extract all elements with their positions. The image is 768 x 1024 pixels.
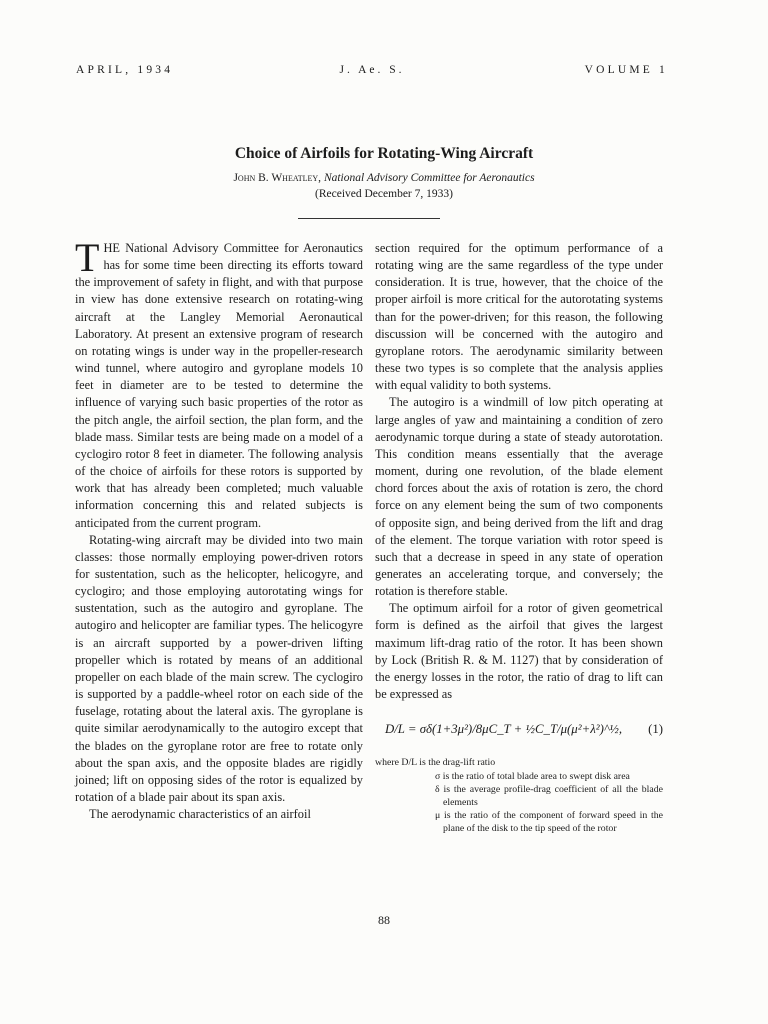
paragraph-2: Rotating-wing aircraft may be divided into two main classes: those normally employing power-driven rotors for sustentation, such as the helicopter, helicogyre, and cyclogiro; and those employing autorotating wings for sustentation, such as the autogiro and gyroplane. The autogiro and helicopter are familiar types. The helicogyre is an aircraft supported by a power-driven lifting propeller which is rotated by means of an additional propeller on each blade of the main screw. The cyclogiro is supported by a paddle-wheel rotor on each side of the fuselage, rotating about the lateral axis. The gyroplane is quite similar aerodynamically to the autogiro except that the blades on the gyroplane rotor are free to rotate only about the span axis, and the opposite blades are rigidly joined; lift on opposing sides of the rotor is equalized by rotation of a blade pair about its span axis. xyxy=(75,532,363,804)
paragraph-1 xyxy=(75,235,363,532)
equation-number: (1) xyxy=(648,722,663,737)
paragraph-5: The autogiro is a windmill of low pitch operating at large angles of yaw and maintaining a condition of zero aerodynamic torque during a state of steady autorotation. This condition means essentially that the average moment, during one revolution, of the blade element chord forces about the axis of rotation is zero, the chord force on any element being the sum of two components of opposite sign, and being derived from the lift and drag of the element. The torque variation with rotor speed is such that a decrease in speed in any state of operation generates an accelerating torque, and conversely; the rotation is therefore stable. xyxy=(375,395,663,599)
drop-cap: T xyxy=(75,235,100,280)
header-volume: VOLUME 1 xyxy=(584,64,668,76)
paragraph-3: The aerodynamic characteristics of an airfoil xyxy=(89,807,311,822)
equation-body: D/L = σδ(1+3μ²)/8μC_T + ½C_T/μ(μ²+λ²)^½, xyxy=(385,722,623,737)
paragraph-6: The optimum airfoil for a rotor of given geometrical form is defined as the airfoil that gives the largest maximum lift-drag ratio of the rotor. It has been shown by Lock (British R. & M. 1127) that by consideration of the energy losses in the rotor, the ratio of drag to lift can be expressed as xyxy=(375,601,663,702)
author-name: John B. Wheatley, xyxy=(233,172,322,184)
definition-delta: δ is the average profile-drag coefficient of all the blade elements xyxy=(435,783,663,808)
left-column xyxy=(75,235,363,823)
byline xyxy=(0,172,768,184)
definition-mu: μ is the ratio of the component of forward speed in the plane of the disk to the tip speed of the rotor xyxy=(435,810,663,835)
paragraph-4: section required for the optimum performance of a rotating wing are the same regardless of the type under consideration. It is true, however, that the choice of the proper airfoil is more critical for the autorotating systems than for the power-driven; for this reason, the following discussion will be concerned with the autogiro and gyroplane rotors. The aerodynamic similarity between these two types is so complete that the analysis applies with equal validity to both systems. xyxy=(375,241,663,393)
title-divider xyxy=(298,218,440,219)
definitions-intro: where D/L is the drag-lift ratio xyxy=(375,757,496,769)
header-date: APRIL, 1934 xyxy=(76,64,174,76)
definitions-list xyxy=(375,756,663,835)
page-number: 88 xyxy=(378,913,390,927)
received-date: (Received December 7, 1933) xyxy=(315,188,453,200)
author-affiliation: National Advisory Committee for Aeronautics xyxy=(323,172,535,184)
header-journal: J. Ae. S. xyxy=(339,64,405,76)
definition-sigma: σ is the ratio of total blade area to swept disk area xyxy=(435,770,630,782)
paragraph-1-text: HE National Advisory Committee for Aeronautics has for some time been directing its efforts toward the improvement of safety in flight, and with that purpose in view has done extensive research on rotating-wing aircraft at the Langley Memorial Aeronautical Laboratory. At present an extensive program of research on rotating wings is under way in the propeller-research wind tunnel, where autogiro and gyroplane models 10 feet in diameter are to be tested to determine the influence of varying such basic properties of the rotor as the pitch angle, the airfoil section, the plan form, and the blade mass. Similar tests are being made on a model of a cyclogiro rotor 8 feet in diameter. The following analysis of the choice of airfoils for these rotors is supported by work that has already been completed; much valuable information concerning this and related subjects is anticipated from the current program. xyxy=(75,241,363,530)
equation-1 xyxy=(375,721,663,738)
article-title: Choice of Airfoils for Rotating-Wing Aircraft xyxy=(234,145,534,162)
right-column xyxy=(375,240,663,836)
